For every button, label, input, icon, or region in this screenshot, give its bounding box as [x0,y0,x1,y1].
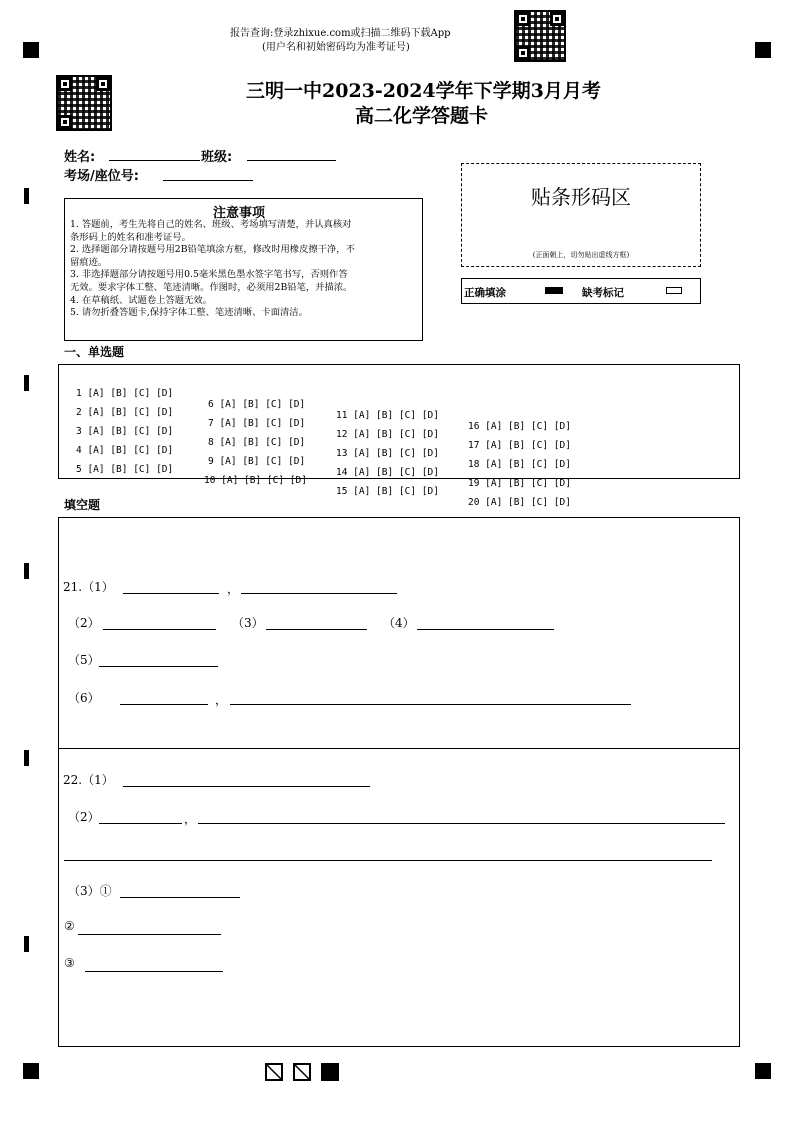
q21-part2-blank[interactable] [103,629,216,630]
notice-line: 3. 非选择题部分请按题号用0.5毫米黑色墨水签字笔书写，否则作答 [70,269,348,281]
choice-item[interactable]: 8 [A] [B] [C] [D] [208,437,306,448]
q22-part2-label: （2） [68,810,100,824]
class-field[interactable] [247,160,336,161]
choice-item[interactable]: 1 [A] [B] [C] [D] [76,388,174,399]
q21-part6-label: （6） [68,691,100,705]
q22-comma: ， [184,812,197,826]
q21-part2-label: （2） [68,616,100,630]
notice-line: 无效。要求字体工整、笔迹清晰。作图时，必须用2B铅笔，并描浓。 [70,281,353,293]
notice-line: 5. 请勿折叠答题卡,保持字体工整、笔迹清晰、卡面清洁。 [70,307,308,319]
corner-mark-icon [755,1063,771,1079]
q21-part5-blank[interactable] [99,666,218,667]
q22-part2-blank-c[interactable] [64,860,712,861]
qr-code-icon [56,75,112,131]
corner-mark-icon [23,1063,39,1079]
query-line-1: 报告查询:登录zhixue.com或扫描二维码下载App [230,28,451,39]
timing-mark [24,563,29,579]
qr-code-icon [514,10,566,62]
q21-part5-label: （5） [68,653,100,667]
q22-circle-3-label: ③ [64,956,75,970]
room-label: 考场/座位号: [64,169,139,184]
choice-item[interactable]: 7 [A] [B] [C] [D] [208,418,306,429]
choice-item[interactable]: 20 [A] [B] [C] [D] [468,497,571,508]
corner-mark-icon [755,42,771,58]
barcode-hint: (正面朝上，切勿贴出虚线方框) [532,251,630,259]
q21-part1-blank-b[interactable] [241,593,397,594]
q22-part2-blank-a[interactable] [99,823,182,824]
choice-item[interactable]: 12 [A] [B] [C] [D] [336,429,439,440]
barcode-title: 贴条形码区 [531,185,631,209]
choice-item[interactable]: 13 [A] [B] [C] [D] [336,448,439,459]
notice-line: 留痕迹。 [70,256,108,268]
timing-mark [24,375,29,391]
choice-item[interactable]: 19 [A] [B] [C] [D] [468,478,571,489]
absent-mark-label: 缺考标记 [582,287,624,299]
q22-part1-label: 22.（1） [63,773,114,787]
q21-part6-blank-b[interactable] [230,704,631,705]
notice-line: 4. 在草稿纸、试题卷上答题无效。 [70,294,212,306]
choice-item[interactable]: 18 [A] [B] [C] [D] [468,459,571,470]
section-2-title: 填空题 [64,498,101,512]
room-seat-field[interactable] [163,180,253,181]
absent-box-icon[interactable] [666,287,682,294]
q22-part3-label: （3）① [68,884,112,898]
filled-box-icon [321,1063,339,1081]
diagonal-box-icon [265,1063,283,1081]
page-subtitle: 高二化学答题卡 [355,105,489,127]
choice-item[interactable]: 15 [A] [B] [C] [D] [336,486,439,497]
q22-circle-2-label: ② [64,919,75,933]
notice-box [64,198,423,341]
timing-mark [24,188,29,204]
q22-part3-blank-2[interactable] [78,934,221,935]
notice-line: 2. 选择题部分请按题号用2B铅笔填涂方框，修改时用橡皮擦干净，不 [70,244,355,256]
q21-part1-blank-a[interactable] [123,593,219,594]
q21-part3-blank[interactable] [266,629,367,630]
fill-legend [461,278,701,304]
notice-title: 注意事项 [213,206,266,221]
choice-item[interactable]: 6 [A] [B] [C] [D] [208,399,306,410]
q21-box [58,517,740,749]
q21-part1-label: 21.（1） [63,580,114,594]
q21-part4-label: （4） [383,616,415,630]
choice-item[interactable]: 2 [A] [B] [C] [D] [76,407,174,418]
notice-line: 条形码上的姓名和准考证号。 [70,231,191,243]
choice-item[interactable]: 11 [A] [B] [C] [D] [336,410,439,421]
q21-comma: ， [227,582,240,596]
diagonal-box-icon [293,1063,311,1081]
section-1-title: 一、单选题 [64,345,125,359]
choice-item[interactable]: 3 [A] [B] [C] [D] [76,426,174,437]
corner-mark-icon [23,42,39,58]
page-title: 三明一中2023-2024学年下学期3月月考 [246,80,601,102]
choice-item[interactable]: 9 [A] [B] [C] [D] [208,456,306,467]
q21-part4-blank[interactable] [417,629,554,630]
q21-part6-blank-a[interactable] [120,704,208,705]
timing-mark [24,936,29,952]
q22-part1-blank[interactable] [123,786,370,787]
timing-mark [24,750,29,766]
name-field[interactable] [109,160,200,161]
name-label: 姓名: [64,150,96,165]
q21-comma: ， [215,693,228,707]
filled-sample-icon [545,287,563,294]
barcode-area [461,163,701,267]
correct-fill-label: 正确填涂 [464,287,506,299]
choice-item[interactable]: 5 [A] [B] [C] [D] [76,464,174,475]
q22-part2-blank-b[interactable] [198,823,725,824]
notice-line: 1. 答题前，考生先将自己的姓名、班级、考场填写清楚，并认真核对 [70,219,352,230]
class-label: 班级: [201,150,233,165]
query-line-2: (用户名和初始密码均为准考证号) [262,42,410,53]
choice-item[interactable]: 10 [A] [B] [C] [D] [204,475,307,486]
q21-part3-label: （3） [232,616,264,630]
choice-item[interactable]: 17 [A] [B] [C] [D] [468,440,571,451]
q22-part3-blank-1[interactable] [120,897,240,898]
choice-item[interactable]: 16 [A] [B] [C] [D] [468,421,571,432]
notice-lines [70,219,420,320]
choice-item[interactable]: 4 [A] [B] [C] [D] [76,445,174,456]
q22-part3-blank-3[interactable] [85,971,223,972]
choice-item[interactable]: 14 [A] [B] [C] [D] [336,467,439,478]
